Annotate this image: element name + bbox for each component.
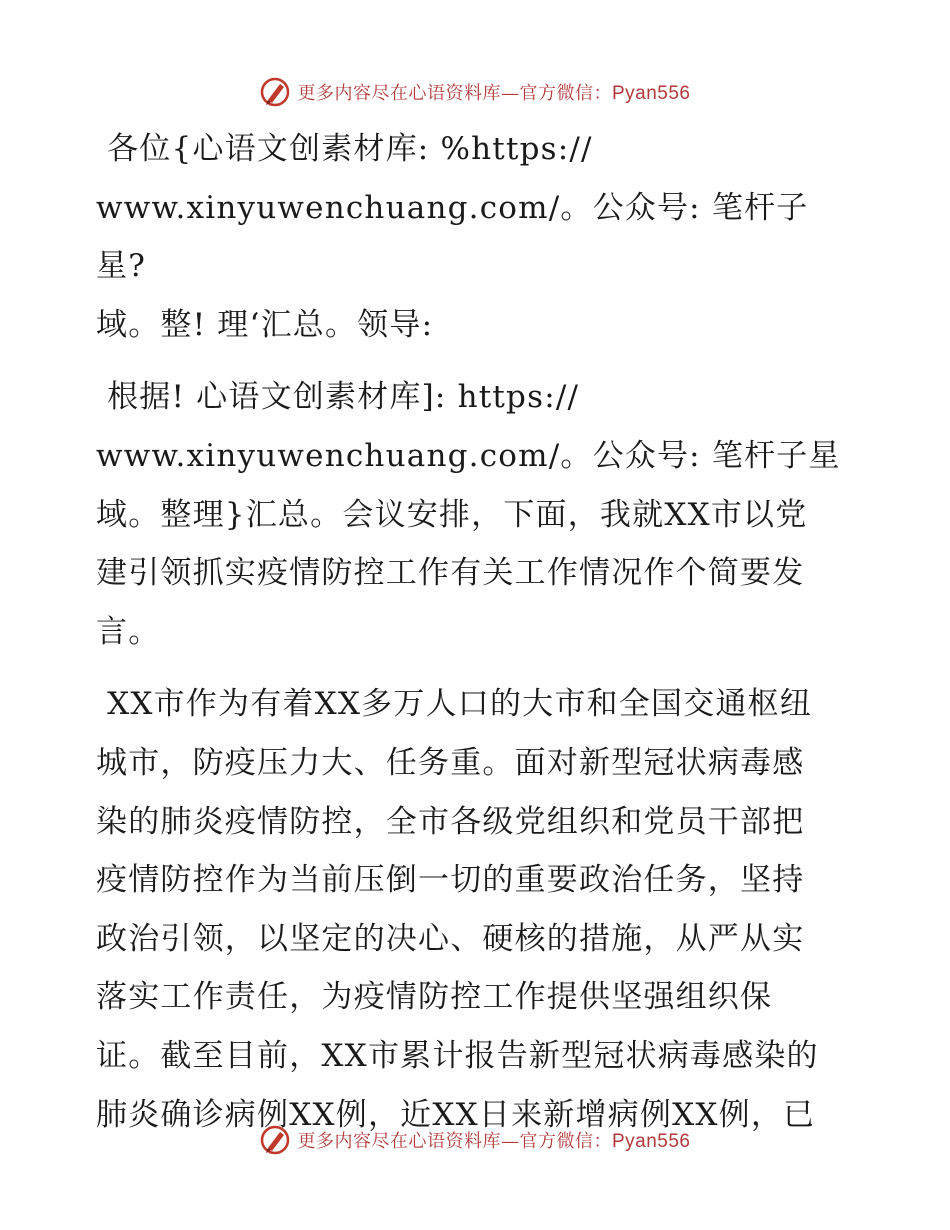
paragraph-greeting: 各位{心语文创素材库: %https:// www.xinyuwenchuang.com/。公众号: 笔杆子星? 域。整! 理‘汇总。领导: [96,131,809,343]
watermark-text: 更多内容尽在心语资料库—官方微信：Pyan556 [297,83,691,104]
document-body [96,120,856,1144]
paragraph-intro: 根据! 心语文创素材库]: https:// www.xinyuwenchuang.com/。公众号: 笔杆子星 域。整理}汇总。会议安排，下面，我就XX市以党 建引领抓实疫情防控工作有关工作情况作个简要发 言。 [96,379,841,650]
paragraph-main: XX市作为有着XX多万人口的大市和全国交通枢纽 城市，防疫压力大、任务重。面对新型冠状病毒感 染的肺炎疫情防控，全市各级党组织和党员干部把 疫情防控作为当前压倒一切的重要政治任务，坚持 政治引领，以坚定的决心、硬核的措施，从严从实 落实工作责任，为疫情防控工作提供坚强组织保 证。截至目前，XX市累计报告新型冠状病毒感染的 肺炎确诊病例XX例，近XX日来新增病例XX例，已 [96,686,819,1133]
pen-logo-icon [259,76,291,108]
header-watermark-banner [0,72,950,112]
watermark-text: 更多内容尽在心语资料库—官方微信：Pyan556 [297,1131,691,1152]
pen-logo-icon [259,1124,291,1156]
footer-watermark-banner [0,1120,950,1160]
